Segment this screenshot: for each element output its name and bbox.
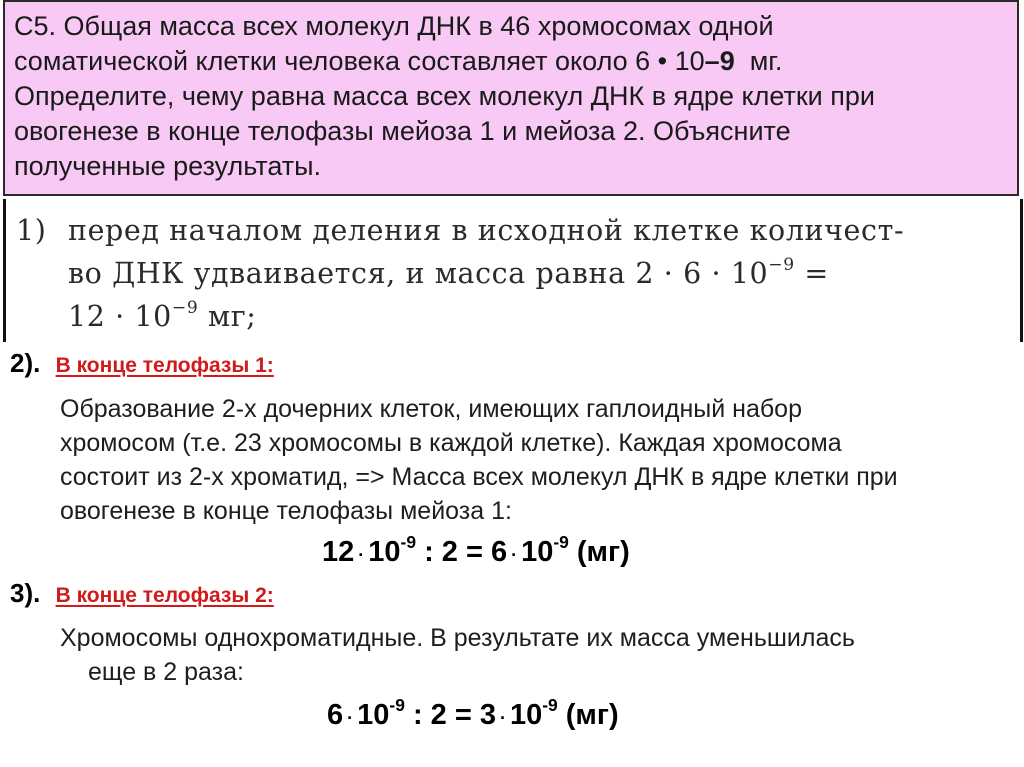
step-3-text <box>60 621 855 689</box>
step-3-formula-exp-1: -9 <box>389 694 405 715</box>
step-3-formula-exp-2: -9 <box>542 694 558 715</box>
step-2-formula <box>322 531 630 569</box>
task-unit: мг. <box>749 46 783 76</box>
step-2-line-4: овогенезе в конце телофазы мейоза 1: <box>60 497 512 525</box>
step-3-formula-unit: (мг) <box>565 699 619 731</box>
step-3-line-1: Хромосомы однохроматидные. В результате их масса уменьшилась <box>60 624 855 652</box>
step-2-line-3: состоит из 2-х хроматид, => Масса всех молекул ДНК в ядре клетки при <box>60 463 898 491</box>
step-3-heading: В конце телофазы 2: <box>55 584 274 607</box>
scan-line-3-text: 12 · 10 <box>68 300 172 333</box>
step-2-line-2: хромосом (т.е. 23 хромосомы в каждой клетке). Каждая хромосома <box>60 429 842 457</box>
multiply-dot: · <box>347 708 354 728</box>
step-2-formula-exp-2: -9 <box>553 531 569 552</box>
scan-line-3-unit: мг; <box>198 300 257 333</box>
task-line-5: полученные результаты. <box>14 151 322 181</box>
step-2-text <box>60 392 898 528</box>
scan-line-2 <box>16 252 1020 295</box>
step-3-title <box>10 578 274 609</box>
task-line-2 <box>14 44 1007 79</box>
step-2-formula-unit: (мг) <box>576 536 630 568</box>
step-2-formula-exp-1: -9 <box>400 531 416 552</box>
step-2-formula-b: 10 <box>368 536 401 568</box>
multiply-dot: · <box>358 545 365 565</box>
scan-line-3 <box>16 295 1020 338</box>
scanned-solution-step-1 <box>3 199 1023 342</box>
multiply-dot: · <box>511 545 518 565</box>
step-3-number: 3). <box>10 578 41 608</box>
step-2-line-1: Образование 2-х дочерних клеток, имеющих гаплоидный набор <box>60 395 802 423</box>
step-3-formula-d: 10 <box>509 699 543 731</box>
step-3-formula-b: 10 <box>357 699 390 731</box>
task-line-4: овогенезе в конце телофазы мейоза 1 и мейоза 2. Объясните <box>14 116 791 146</box>
task-exponent: –9 <box>704 46 735 76</box>
step-2-number: 2). <box>10 348 41 378</box>
scan-line-1 <box>16 209 1020 252</box>
scan-line-2-text: во ДНК удваивается, и масса равна 2 · 6 · 10 <box>68 257 769 290</box>
scan-line-2-end: = <box>794 257 829 290</box>
step-2-formula-c: : 2 = 6 <box>424 536 508 568</box>
scan-step-number: 1) <box>16 214 47 247</box>
step-2-heading: В конце телофазы 1: <box>55 354 274 377</box>
step-3-formula <box>327 694 619 732</box>
step-3-formula-c: : 2 = 3 <box>412 699 496 731</box>
step-3-line-2: еще в 2 раза: <box>88 658 244 686</box>
step-2-formula-d: 10 <box>521 536 554 568</box>
scan-line-3-exponent: −9 <box>171 297 199 318</box>
task-statement <box>3 0 1019 196</box>
multiply-dot: · <box>499 708 506 728</box>
scan-line-2-exponent: −9 <box>768 254 795 275</box>
task-line-2-text: соматической клетки человека составляет около 6 • 10 <box>14 46 705 76</box>
task-line-3: Определите, чему равна масса всех молекул ДНК в ядре клетки при <box>14 81 875 111</box>
step-2-title <box>10 348 274 379</box>
task-line-1: С5. Общая масса всех молекул ДНК в 46 хромосомах одной <box>14 11 774 41</box>
step-2-formula-a: 12 <box>322 536 355 568</box>
step-3-formula-a: 6 <box>327 699 344 731</box>
scan-line-1-text: перед началом деления в исходной клетке количест- <box>68 214 905 247</box>
